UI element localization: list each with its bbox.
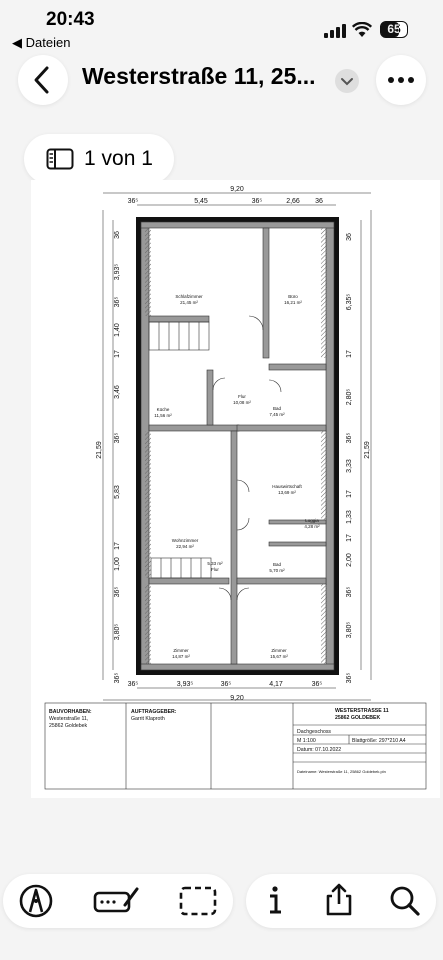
room-area-buero: 16,21 m² [284,300,302,305]
dim-right-total: 21,59 [364,441,371,459]
dim-left-11: 36⁵ [114,586,121,598]
dim-top-total: 9,20 [230,186,244,193]
dim-right-3: 17 [346,350,353,358]
battery-level: 65 [387,22,401,36]
markup-toolbar [3,874,233,928]
sidebar-icon [46,148,74,170]
dim-left-7: 36⁵ [114,432,121,444]
info-button[interactable] [248,874,302,928]
filename-label: Dateiname: Westerstraße 11, 25862 Goldebek.pln [297,769,386,774]
dashed-rectangle-icon [171,874,225,928]
room-area-bad-lower: 5,70 m² [269,568,285,573]
signature-button[interactable] [89,874,143,928]
dim-top-3: 36⁵ [251,198,263,205]
bauvorhaben-label: BAUVORHABEN: [49,709,92,715]
dim-left-6: 3,46 [114,385,121,399]
back-to-app-link[interactable]: ◀ Dateien [12,35,71,50]
room-name-buero: Büro [288,294,298,299]
dim-left-4: 1,40 [114,323,121,337]
dim-right-12: 3,80⁵ [346,621,353,639]
room-area-flur-lower: 5,33 m² [207,561,223,566]
floor-plan [31,180,440,798]
dim-left-3: 36⁵ [114,296,121,308]
dim-left-2: 3,93⁵ [114,263,121,281]
status-bar [0,0,443,54]
cellular-signal-icon [324,24,346,38]
dim-top-1: 36⁵ [127,198,139,205]
room-name-loggia: Loggia [305,518,319,523]
project-line1: WESTERSTRASSE 11 [335,708,389,714]
dim-right-10: 2,00 [346,553,353,567]
room-name-zimmer-left: Zimmer [173,648,189,653]
share-button[interactable] [312,874,366,928]
dim-left-10: 1,00 [114,557,121,571]
info-icon [248,874,302,928]
signature-icon [89,874,143,928]
dim-right-4: 2,80⁵ [346,388,353,406]
page-indicator-button[interactable] [24,134,174,184]
back-button[interactable] [18,55,68,105]
auftraggeber-name: Garrit Klaproth [131,716,165,722]
document-title[interactable]: Westerstraße 11, 25... [82,63,316,89]
dim-left-8: 5,83 [114,485,121,499]
room-area-bad-upper: 7,45 m² [269,412,285,417]
dim-right-2: 6,35⁵ [346,293,353,311]
dim-left-12: 3,80⁵ [114,623,121,641]
dim-left-5: 17 [114,350,121,358]
room-name-schlafzimmer: Schlafzimmer [175,294,203,299]
dim-bottom-1: 36⁵ [127,681,139,688]
actions-toolbar [246,874,436,928]
dim-right-13: 36⁵ [346,672,353,684]
more-button[interactable] [376,55,426,105]
dim-right-1: 36 [346,233,353,241]
dim-right-5: 36⁵ [346,432,353,444]
room-area-wohnzimmer: 22,94 m² [176,544,194,549]
dim-top-4: 2,66 [286,198,300,205]
chevron-down-icon [335,69,359,93]
status-time: 20:43 [46,9,95,30]
share-icon [312,874,366,928]
bauvorhaben-line2: 25862 Goldebek [49,723,88,729]
ellipsis-icon [376,55,426,105]
dim-right-8: 1,33 [346,510,353,524]
dim-left-13: 36⁵ [114,672,121,684]
room-area-flur-upper: 10,08 m² [233,400,251,405]
floor-label: Dachgeschoss [297,729,332,735]
search-button[interactable] [378,874,432,928]
dim-right-7: 17 [346,490,353,498]
dim-bottom-2: 3,93⁵ [176,681,194,688]
scale-label: M 1:100 [297,738,316,744]
wifi-icon [352,22,372,38]
room-area-loggia: 4,28 m² [304,524,320,529]
room-name-hauswirtschaft: Hauswirtschaft [272,484,302,489]
room-area-zimmer-right: 15,67 m² [270,654,288,659]
room-name-bad-upper: Bad [272,406,282,411]
dim-bottom-4: 4,17 [269,681,283,688]
room-name-bad-lower: Bad [272,562,282,567]
dims-right [346,233,371,683]
dim-top-5: 36 [315,198,323,205]
dim-top-2: 5,45 [194,198,208,205]
dims-left [96,231,121,683]
bauvorhaben-line1: Westerstraße 11, [49,716,89,722]
dim-right-9: 17 [346,534,353,542]
dim-bottom-3: 36⁵ [220,681,232,688]
dim-bottom-5: 36⁵ [311,681,323,688]
chevron-left-icon [18,55,68,105]
dim-bottom-total: 9,20 [230,695,244,702]
room-name-flur-lower: Flur [211,567,219,572]
dim-right-6: 3,33 [346,459,353,473]
room-name-flur-upper: Flur [238,394,246,399]
room-area-schlafzimmer: 21,45 m² [180,300,198,305]
sheet-size-label: Blattgröße: 297*210 A4 [352,738,406,744]
search-icon [378,874,432,928]
room-area-zimmer-left: 14,87 m² [172,654,190,659]
room-name-zimmer-right: Zimmer [271,648,287,653]
markup-button[interactable] [9,874,63,928]
pen-tip-icon [9,874,63,928]
document-page[interactable] [31,180,440,798]
selection-button[interactable] [171,874,225,928]
room-area-kueche: 11,56 m² [154,413,172,418]
battery-icon [380,21,408,38]
dim-left-1: 36 [114,231,121,239]
dim-left-total: 21,59 [96,441,103,459]
project-line2: 25862 GOLDEBEK [335,715,381,721]
title-menu-button[interactable] [335,69,359,93]
room-name-kueche: Küche [156,407,170,412]
dim-left-9: 17 [114,542,121,550]
walls [139,220,336,672]
room-name-wohnzimmer: Wohnzimmer [171,538,199,543]
date-label: Datum: 07.10.2022 [297,747,342,753]
page-indicator-label: 1 von 1 [84,147,153,170]
dim-right-11: 36⁵ [346,586,353,598]
auftraggeber-label: AUFTRAGGEBER: [131,709,177,715]
room-area-hauswirtschaft: 13,69 m² [278,490,296,495]
